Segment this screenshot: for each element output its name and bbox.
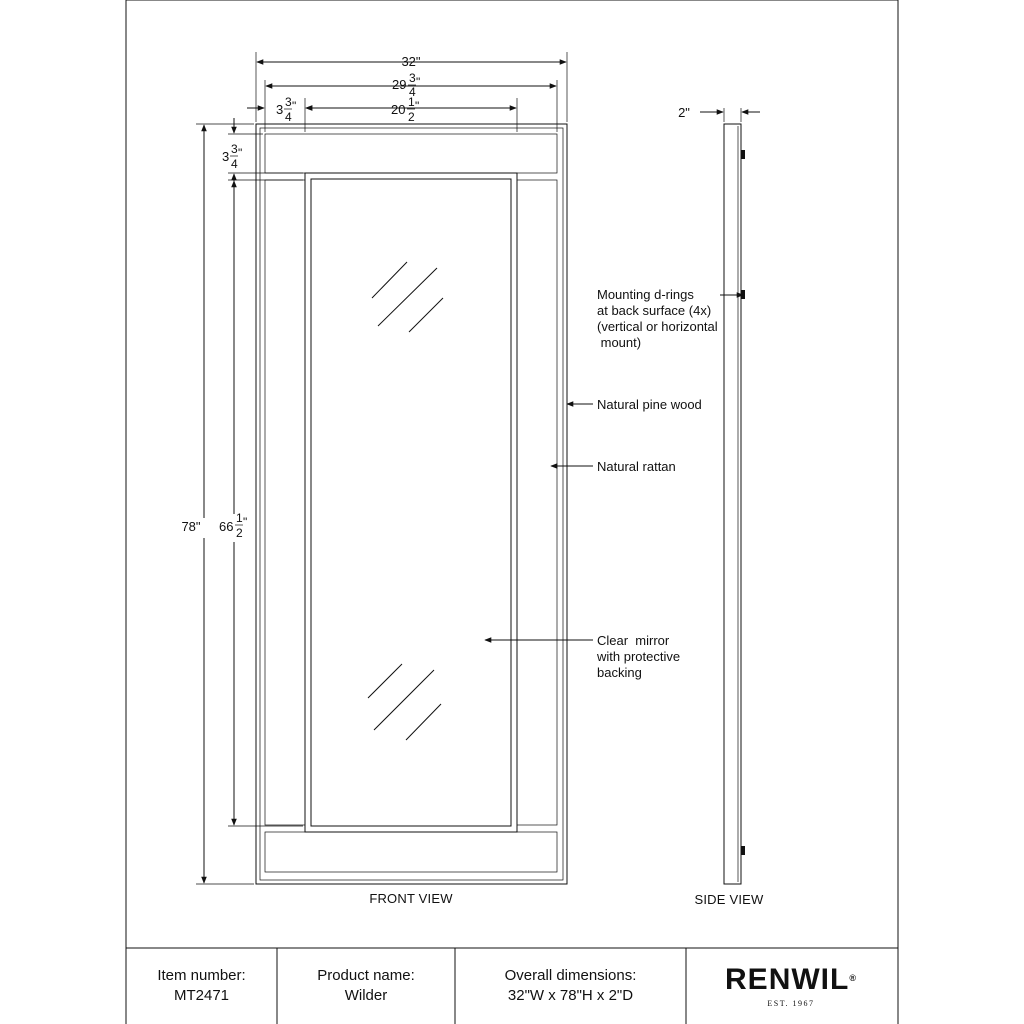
side-view [678,105,760,884]
side-view-label: SIDE VIEW [694,892,764,907]
inch-mark: " [292,99,297,113]
d-ring [741,846,745,855]
mounting-note-line: at back surface (4x) [597,303,712,318]
brand-logo [686,948,896,1024]
inch-mark: " [243,515,248,529]
top-rail-label [222,142,242,171]
mounting-note-line: Mounting d-rings [597,287,694,302]
item-number-value: MT2471 [173,987,230,1004]
side-rail-label [276,95,296,124]
product-name-cell [277,948,455,1024]
front-view [256,124,567,884]
brand-name: RENWIL [725,962,850,996]
mirror-width-whole: 20 [391,102,406,117]
mirror-height-numerator: 1 [236,511,243,525]
mounting-note-line: (vertical or horizontal [597,319,718,334]
overall-width-label: 32" [401,54,421,69]
mirror-height-label [219,511,247,540]
brand-established: EST. 1967 [767,998,815,1008]
height-dimensions [181,118,303,884]
mirror-height-whole: 66 [219,519,234,534]
overall-dimensions-cell [455,948,686,1024]
width-dimensions [247,52,567,132]
glass-reflection-mark [409,298,443,332]
callouts [485,287,743,680]
mirror-note-line: backing [597,665,642,680]
overall-dimensions-label: Overall dimensions: [504,967,637,984]
top-rail-whole: 3 [222,149,230,164]
top-rail-numerator: 3 [231,142,238,156]
mirror-note-line: Clear mirror [597,633,670,648]
depth-label: 2" [678,105,690,120]
right-rattan-panel [517,180,557,825]
mirror-opening [305,173,517,832]
mirror-width-denominator: 2 [408,110,415,124]
product-name-value: Wilder [344,987,388,1004]
inner-width-whole: 29 [392,77,407,92]
inch-mark: " [416,75,421,89]
front-view-label: FRONT VIEW [369,891,453,906]
inner-width-numerator: 3 [409,71,416,85]
mirror-note-line: with protective [597,649,681,664]
brand-wordmark [725,962,857,996]
overall-dimensions-value: 32"W x 78"H x 2"D [507,987,634,1004]
mirror-width-label [391,95,419,124]
rattan-note: Natural rattan [597,459,676,474]
inch-mark: " [415,99,420,113]
mirror-glass [311,179,511,826]
inner-width-label [392,71,420,99]
item-number-label: Item number: [157,967,246,984]
side-profile [724,124,741,884]
mounting-note-line: mount) [597,335,642,350]
mirror-width-numerator: 1 [408,95,415,109]
inner-width-denominator: 4 [409,85,416,99]
wood-note: Natural pine wood [597,397,702,412]
side-rail-numerator: 3 [285,95,292,109]
registered-mark: ® [849,972,857,983]
glass-reflection-mark [378,268,437,326]
overall-height-label: 78" [181,519,201,534]
top-rail-denominator: 4 [231,157,238,171]
glass-reflection-mark [368,664,402,698]
mirror-height-denominator: 2 [236,526,243,540]
bottom-rattan-panel [265,832,557,872]
side-rail-denominator: 4 [285,110,292,124]
glass-reflection-mark [406,704,441,740]
glass-reflection-mark [372,262,407,298]
item-number-cell [126,948,277,1024]
top-rattan-panel [265,134,557,173]
left-rattan-panel [265,180,305,825]
side-rail-whole: 3 [276,102,284,117]
d-ring [741,150,745,159]
inch-mark: " [238,146,243,160]
frame-outer-edge [256,124,567,884]
product-name-label: Product name: [317,967,415,984]
